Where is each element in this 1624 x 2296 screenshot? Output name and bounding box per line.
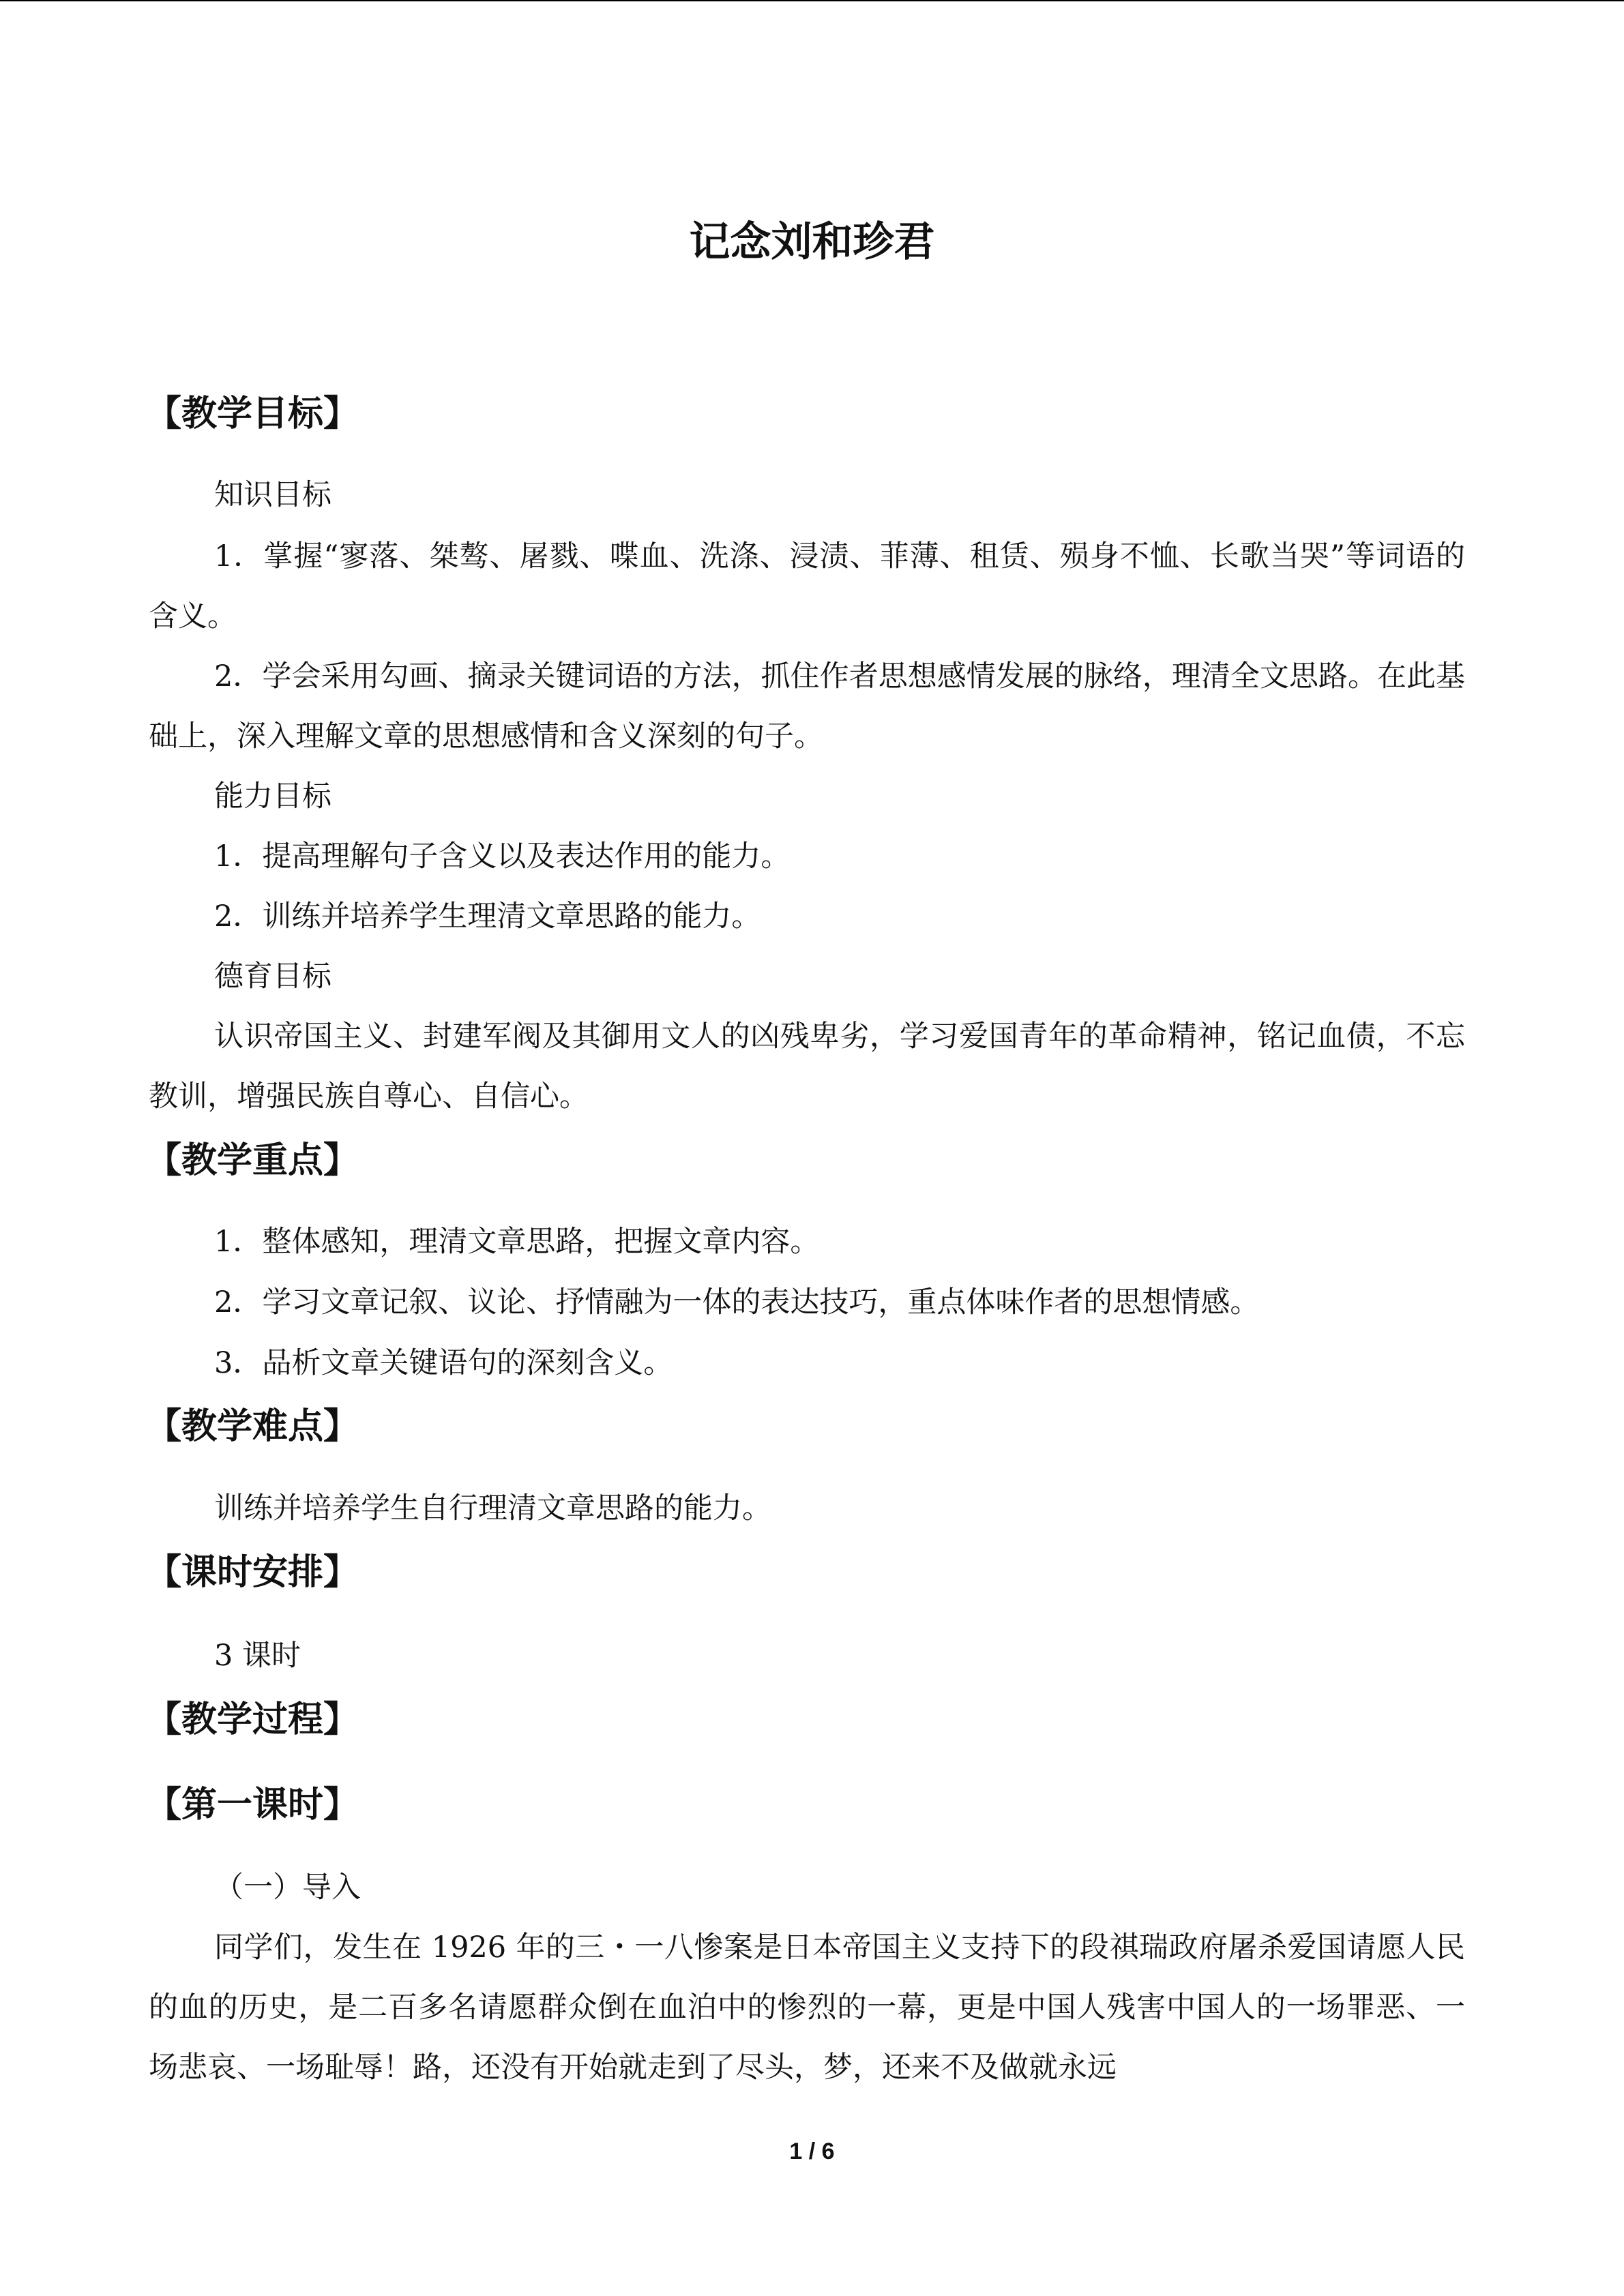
ability-goal-label: 能力目标	[214, 779, 331, 814]
key-point-item-1: 1．整体感知，理清文章思路，把握文章内容。	[214, 1225, 820, 1259]
knowledge-goal-label: 知识目标	[214, 478, 331, 512]
knowledge-goal-item-1: 1．掌握“寥落、桀骜、屠戮、喋血、洗涤、浸渍、菲薄、租赁、殒身不恤、长歌当哭”等词语的含义。	[149, 539, 1465, 633]
moral-goal-label: 德育目标	[214, 959, 331, 994]
section-heading-teaching-goals: 【教学目标】	[146, 393, 359, 434]
moral-goal-text: 认识帝国主义、封建军阀及其御用文人的凶残卑劣，学习爱国青年的革命精神，铭记血债，不忘教训，增强民族自尊心、自信心。	[149, 1019, 1465, 1114]
key-point-item-3: 3．品析文章关键语句的深刻含义。	[214, 1346, 673, 1380]
section-heading-process: 【教学过程】	[146, 1699, 359, 1740]
page-indicator: 1 / 6	[789, 2138, 835, 2164]
schedule-text: 3 课时	[214, 1639, 301, 1673]
document-title: 记念刘和珍君	[689, 218, 935, 266]
intro-text: 同学们，发生在 1926 年的三・一八惨案是日本帝国主义支持下的段祺瑞政府屠杀爱国请愿人民的血的历史，是二百多名请愿群众倒在血泊中的惨烈的一幕，更是中国人残害中国人的一场罪恶、一场悲哀、一场耻辱！路，还没有开始就走到了尽头，梦，还来不及做就永远	[149, 1930, 1465, 2085]
difficulty-text: 训练并培养学生自行理清文章思路的能力。	[214, 1491, 771, 1525]
key-point-item-2: 2．学习文章记叙、议论、抒情融为一体的表达技巧，重点体味作者的思想情感。	[214, 1285, 1260, 1320]
section-heading-key-points: 【教学重点】	[146, 1140, 359, 1181]
section-heading-lesson-one: 【第一课时】	[146, 1785, 359, 1825]
section-heading-schedule: 【课时安排】	[146, 1552, 359, 1593]
ability-goal-item-2: 2．训练并培养学生理清文章思路的能力。	[214, 899, 761, 934]
ability-goal-item-1: 1．提高理解句子含义以及表达作用的能力。	[214, 839, 791, 874]
intro-label: （一）导入	[214, 1870, 361, 1905]
section-heading-difficulties: 【教学难点】	[146, 1406, 359, 1447]
knowledge-goal-item-2: 2．学会采用勾画、摘录关键词语的方法，抓住作者思想感情发展的脉络，理清全文思路。在此基础上，深入理解文章的思想感情和含义深刻的句子。	[149, 659, 1465, 754]
